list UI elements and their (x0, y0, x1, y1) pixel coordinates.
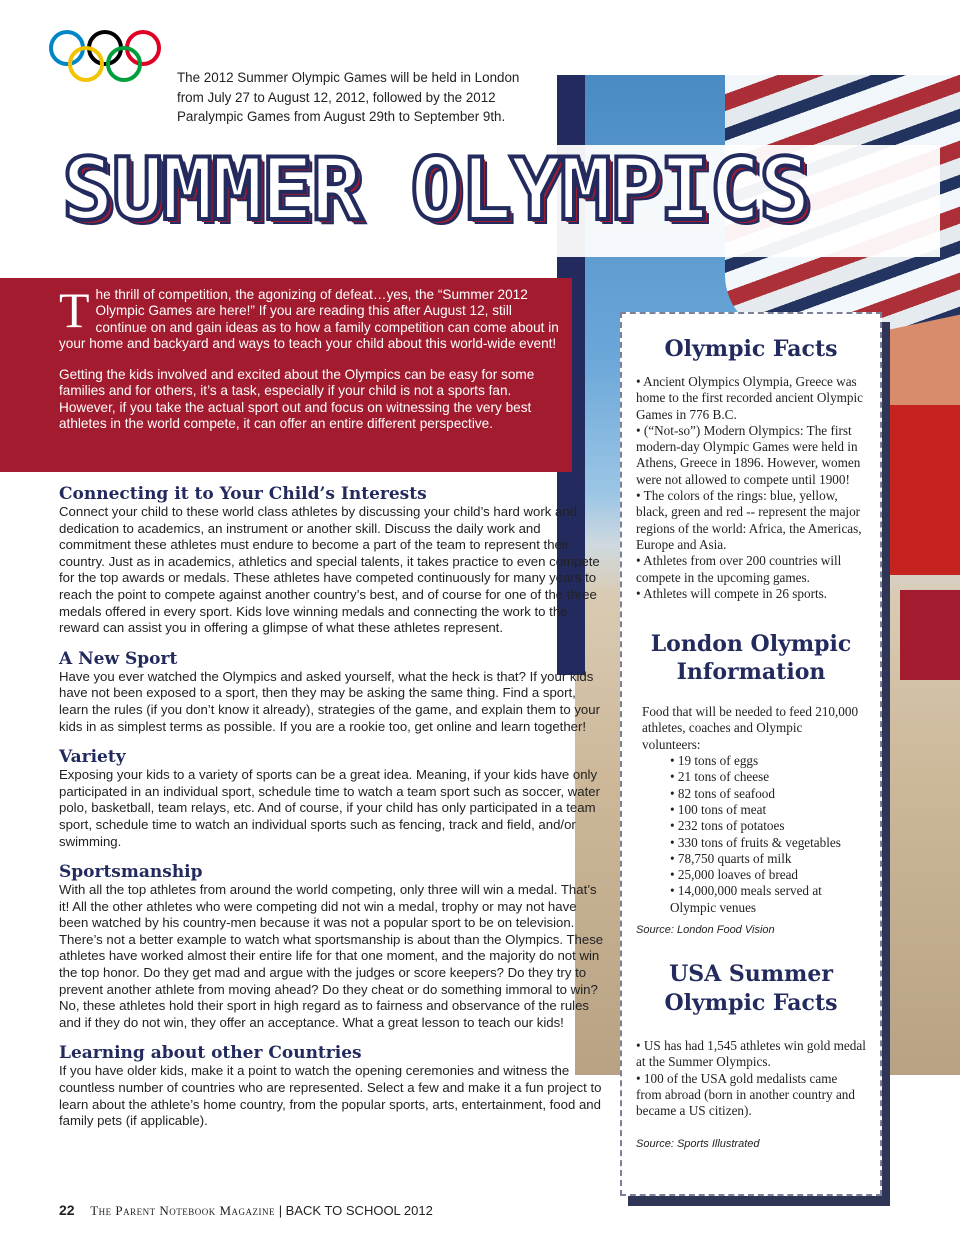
article-column (59, 484, 607, 1142)
section-heading: A New Sport (59, 648, 178, 669)
lead-p1-text: he thrill of competition, the agonizing of defeat…yes, the “Summer 2012 Olympic Games are here!” If you are reading this after August 12, still continue on and gain ideas as to how a family competition can come about in your home and backyard and ways to teach your child about this world-wide event! (59, 287, 559, 351)
food-item: • 100 tons of meat (670, 801, 767, 817)
lead-paragraph-1 (59, 282, 559, 352)
section-body: Connect your child to these world class athletes by discussing your child’s hard work and dedication to academics, an instrument or another skill. Discuss the daily work and commitment these athletes must endure to become a part of the team to represent their country. Just as in academics, athletics and special talents, it takes practice to even compete for the top awards or medals. These athletes have competed continuously for many years to reach the point to compete against another country’s best, and of course for one of the three medals offered in every sport. Kids love winning medals and connecting the work to the reward can assist you in offering a glimpse of what these athletes represent. (59, 504, 600, 636)
olympic-facts-title: Olympic Facts (664, 336, 838, 362)
london-source: Source: London Food Vision (636, 924, 775, 937)
london-intro: Food that will be needed to feed 210,000 athletes, coaches and Olympic volunteers: (642, 704, 859, 752)
food-item: • 21 tons of cheese (670, 769, 770, 785)
fact-item: • Athletes will compete in 26 sports. (636, 585, 828, 601)
usa-fact-item: • 100 of the USA gold medalists came from abroad (born in another country and became a US citizen). (636, 1070, 855, 1119)
page-footer (59, 1202, 433, 1219)
section-heading: Connecting it to Your Child’s Interests (59, 484, 427, 504)
food-item: • 232 tons of potatoes (670, 818, 785, 834)
food-item: • 25,000 loaves of bread (670, 867, 799, 883)
food-item: • 14,000,000 meals served at Olympic venues (670, 883, 822, 915)
london-info-body (622, 704, 880, 916)
section-heading: Sportsmanship (59, 862, 203, 883)
london-info-title: London Olympic Information (650, 631, 852, 686)
intro-text: The 2012 Summer Olympic Games will be held in London from July 27 to August 12, 2012, followed by the 2012 Paralympic Games from August 29th to September 9th. (177, 70, 520, 125)
page-number: 22 (59, 1202, 75, 1218)
food-item: • 78,750 quarts of milk (670, 850, 792, 866)
magazine-name: The Parent Notebook Magazine (90, 1203, 276, 1218)
section-body: If you have older kids, make it a point to watch the opening ceremonies and witness the countless number of countries who are represented. Select a few and make it a fun project to learn about the athlete’s home country, from the popular sports, arts, entertainment, food and family pets (if applicable). (59, 1063, 602, 1129)
section-heading: Variety (59, 747, 126, 768)
lead-paragraph-2: Getting the kids involved and excited about the Olympics can be easy for some families and for others, it’s a task, especially if your child is not a sports fan. However, if you take the actual sport out and focus on witnessing the very best athletes in the world compete, it can offer an entire different perspective. (59, 367, 535, 432)
issue-name: | BACK TO SCHOOL 2012 (278, 1203, 433, 1218)
facts-sidebar (620, 312, 882, 1196)
page-title: SUMMER OLYMPICS (62, 140, 809, 240)
section-heading: Learning about other Countries (59, 1043, 362, 1064)
drop-cap: T (59, 282, 90, 338)
section-body: With all the top athletes from around the world competing, only three will win a medal. That’s it! All the other athletes who were competing did not win a medal, trophy or may not have been watched by his country-men because it was not a popular sport to be on television. There’s not a better example to watch what sportsmanship is about than the Olympics. These athletes have worked almost their entire life for that one moment, and the majority do not win the top honor. Do they get mad and argue with the judges or score keepers? Do they try to prevent another athlete from moving ahead? Do they cheat or do something immoral to win? No, these athletes hold their sport in high regard as to fairness and observance of the rules and if they do not win, they offer an acceptance. What a great lesson to teach our kids! (59, 882, 604, 1030)
fact-item: • (“Not-so”) Modern Olympics: The first modern-day Olympic Games were held in Athens, Greece in 1896. However, women were not allowed to compete until 1900! (636, 422, 861, 487)
fact-item: • The colors of the rings: blue, yellow, black, green and red -- represent the major regions of the world: Africa, the Americas, Europe and Asia. (636, 488, 862, 552)
food-item: • 19 tons of eggs (670, 753, 759, 769)
usa-facts-list (622, 1038, 880, 1119)
fact-item: • Ancient Olympics Olympia, Greece was home to the first recorded ancient Olympic Games in 776 B.C. (636, 374, 864, 422)
fact-item: • Athletes from over 200 countries will compete in the upcoming games. (636, 553, 842, 585)
olympic-rings-logo (47, 28, 163, 84)
usa-facts-title: USA Summer Olympic Facts (664, 961, 838, 1017)
london-food-list (642, 753, 860, 916)
food-item: • 330 tons of fruits & vegetables (670, 834, 841, 850)
lead-text (59, 282, 559, 447)
olympic-facts-list (622, 374, 880, 602)
section-body: Have you ever watched the Olympics and asked yourself, what the heck is that? If your kids have not been exposed to a sport, then they may be asking the same thing. Find a sport, learn the rules (if you don’t know it already), strategies of the game, and explain them to your kids in as simplest terms as possible. If you are a rookie too, get online and learn together! (59, 668, 600, 734)
section-body: Exposing your kids to a variety of sports can be a great idea. Meaning, if your kids have only participated in an individual sport, schedule time to watch a team sport such as soccer, water polo, basketball, team relays, etc. And of course, if your child has only participated in a team sport, schedule time to watch an individual sports such as fencing, track and field, and/or swimming. (59, 767, 600, 849)
food-item: • 82 tons of seafood (670, 785, 775, 801)
usa-source: Source: Sports Illustrated (636, 1137, 760, 1150)
red-accent-band (900, 590, 960, 680)
usa-fact-item: • US has had 1,545 athletes win gold medal at the Summer Olympics. (636, 1038, 866, 1070)
